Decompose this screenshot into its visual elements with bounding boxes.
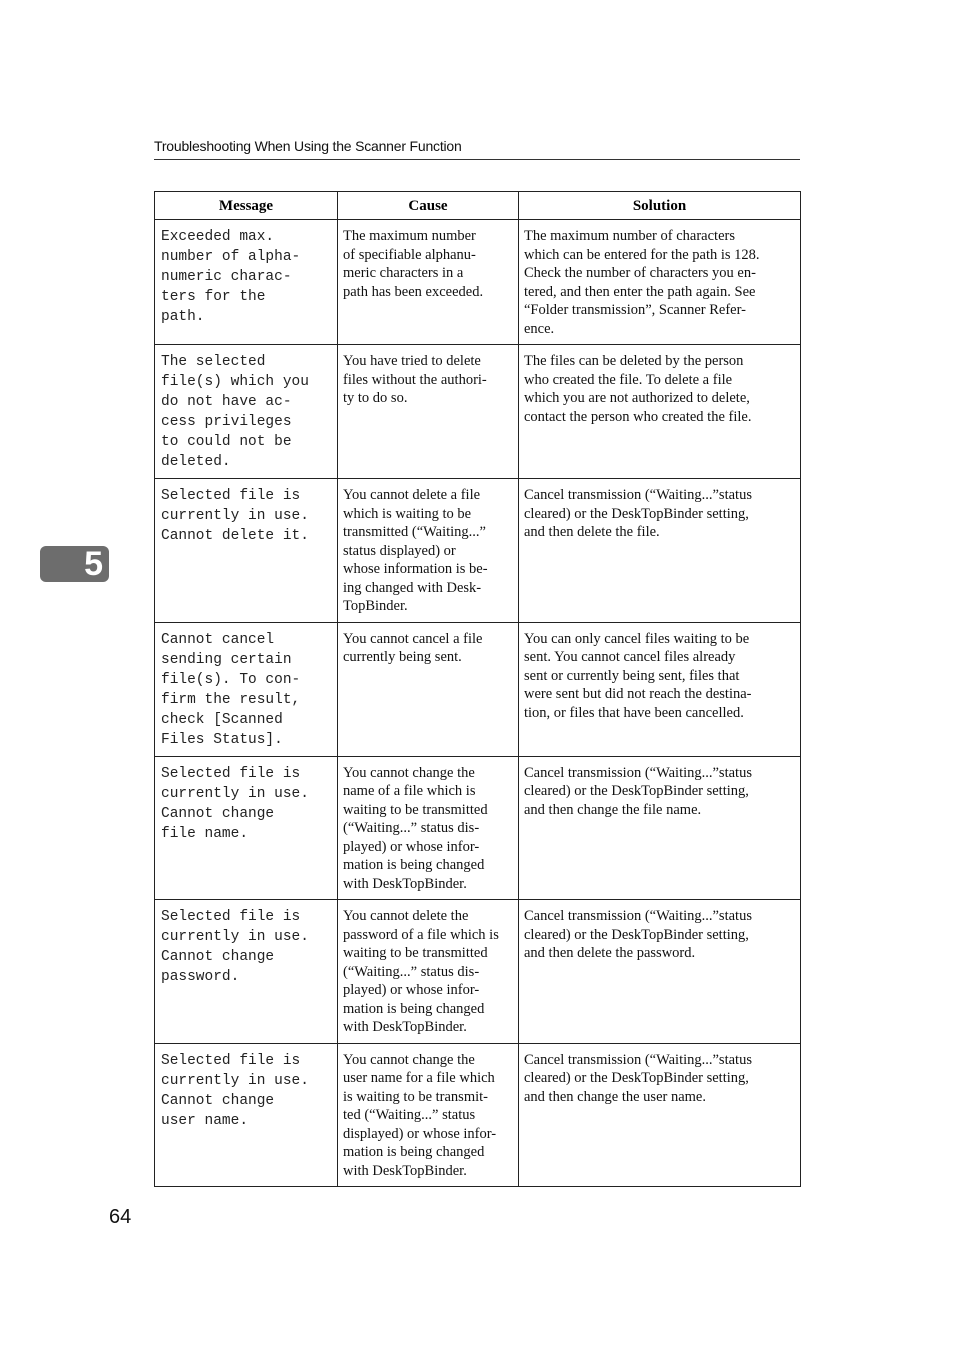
solution-cell: Cancel transmission (“Waiting...”status cleared) or the DeskTopBinder setting, and then change the file name. xyxy=(519,756,801,900)
solution-cell: The files can be deleted by the person who created the file. To delete a file which you are not authorized to delete, contact the person who created the file. xyxy=(519,345,801,479)
troubleshooting-table xyxy=(154,191,801,1187)
cause-cell: You cannot change the user name for a file which is waiting to be transmit- ted (“Waiting...” status displayed) or whose infor- mation is being changed with DeskTopBinder. xyxy=(338,1043,519,1187)
table-row xyxy=(155,345,801,479)
message-cell: Selected file is currently in use. Cannot change password. xyxy=(155,900,338,1044)
table-row xyxy=(155,622,801,756)
chapter-number: 5 xyxy=(84,545,103,583)
message-cell: Selected file is currently in use. Cannot change user name. xyxy=(155,1043,338,1187)
page-header-title: Troubleshooting When Using the Scanner Function xyxy=(154,138,462,154)
message-cell: Exceeded max. number of alpha- numeric charac- ters for the path. xyxy=(155,220,338,345)
solution-cell: You can only cancel files waiting to be sent. You cannot cancel files already sent or currently being sent, files that were sent but did not reach the destina- tion, or files that have been cancelled. xyxy=(519,622,801,756)
table-row xyxy=(155,1043,801,1187)
table-row xyxy=(155,756,801,900)
message-cell: Cannot cancel sending certain file(s). To con- firm the result, check [Scanned Files Status]. xyxy=(155,622,338,756)
column-header-cause: Cause xyxy=(338,192,519,220)
chapter-tab xyxy=(40,546,109,582)
table-row xyxy=(155,220,801,345)
table-row xyxy=(155,479,801,623)
solution-cell: The maximum number of characters which can be entered for the path is 128. Check the number of characters you en- tered, and then enter the path again. See “Folder transmission”, Scanner Refer- ence. xyxy=(519,220,801,345)
solution-cell: Cancel transmission (“Waiting...”status cleared) or the DeskTopBinder setting, and then change the user name. xyxy=(519,1043,801,1187)
cause-cell: The maximum number of specifiable alphanu- meric characters in a path has been exceeded. xyxy=(338,220,519,345)
message-cell: Selected file is currently in use. Cannot change file name. xyxy=(155,756,338,900)
column-header-message: Message xyxy=(155,192,338,220)
header-divider xyxy=(154,159,800,160)
solution-cell: Cancel transmission (“Waiting...”status cleared) or the DeskTopBinder setting, and then delete the password. xyxy=(519,900,801,1044)
message-cell: Selected file is currently in use. Cannot delete it. xyxy=(155,479,338,623)
cause-cell: You cannot delete a file which is waiting to be transmitted (“Waiting...” status displayed) or whose information is be- ing changed with Desk- TopBinder. xyxy=(338,479,519,623)
column-header-solution: Solution xyxy=(519,192,801,220)
page-number: 64 xyxy=(109,1206,132,1228)
table-row xyxy=(155,900,801,1044)
solution-cell: Cancel transmission (“Waiting...”status cleared) or the DeskTopBinder setting, and then delete the file. xyxy=(519,479,801,623)
cause-cell: You cannot change the name of a file which is waiting to be transmitted (“Waiting...” status dis- played) or whose infor- mation is being changed with DeskTopBinder. xyxy=(338,756,519,900)
cause-cell: You cannot delete the password of a file which is waiting to be transmitted (“Waiting...” status dis- played) or whose infor- mation is being changed with DeskTopBinder. xyxy=(338,900,519,1044)
table-header-row xyxy=(155,192,801,220)
message-cell: The selected file(s) which you do not have ac- cess privileges to could not be deleted. xyxy=(155,345,338,479)
cause-cell: You have tried to delete files without the authori- ty to do so. xyxy=(338,345,519,479)
cause-cell: You cannot cancel a file currently being sent. xyxy=(338,622,519,756)
